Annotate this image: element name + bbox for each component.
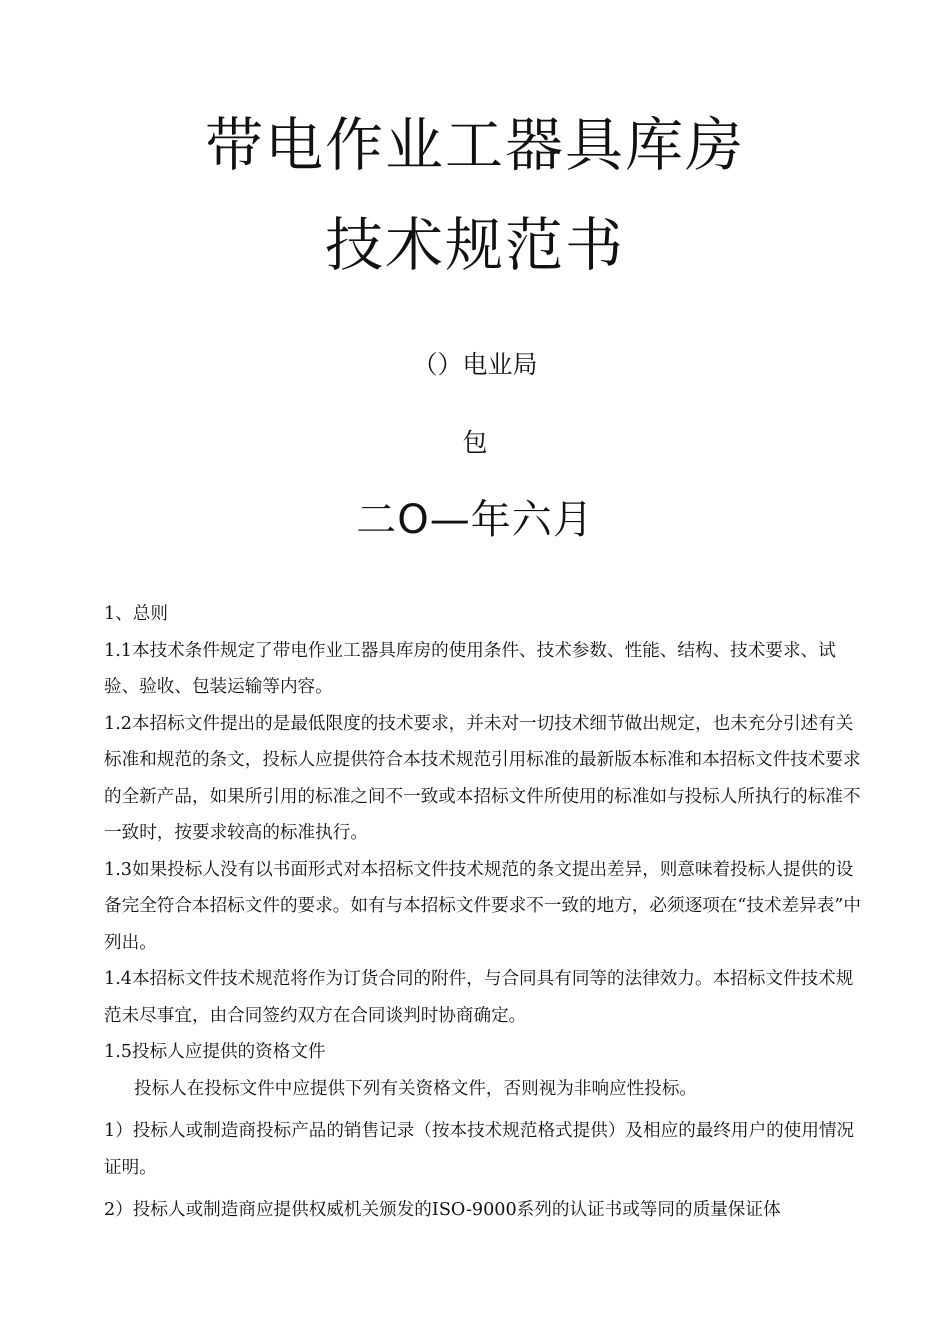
paragraph-1-2: 1.2本招标文件提出的是最低限度的技术要求，并未对一切技术细节做出规定，也未充分引述有关标准和规范的条文，投标人应提供符合本技术规范引用标准的最新版本标准和本招标文件技术要求的全新产品，如果所引用的标准之间不一致或本招标文件所使用的标准如与投标人所执行的标准不一致时，按要求较高的标准执行。 (104, 713, 861, 843)
bureau-name: （）电业局 (412, 350, 538, 379)
document-body (104, 596, 864, 1229)
paragraph-1-3: 1.3如果投标人没有以书面形式对本招标文件技术规范的条文提出差异，则意味着投标人提供的设备完全符合本招标文件的要求。如有与本招标文件要求不一致的地方，必须逐项在“技术差异表”中列出。 (104, 859, 861, 953)
package-label: 包 (462, 428, 488, 457)
paragraph-1-1: 1.1本技术条件规定了带电作业工器具库房的使用条件、技术参数、性能、结构、技术要求、试验、验收、包装运输等内容。 (104, 640, 836, 697)
list-item-1: 1）投标人或制造商投标产品的销售记录（按本技术规范格式提供）及相应的最终用户的使用情况证明。 (104, 1121, 855, 1178)
paragraph-1-5-intro: 投标人在投标文件中应提供下列有关资格文件，否则视为非响应性投标。 (134, 1078, 698, 1099)
document-title-line1: 带电作业工器具库房 (204, 111, 745, 179)
paragraph-1-5-heading: 1.5投标人应提供的资格文件 (104, 1042, 326, 1062)
document-title-line2: 技术规范书 (324, 211, 625, 279)
document-date: 二O—年六月 (356, 497, 594, 543)
section-heading: 1、总则 (104, 604, 168, 624)
list-item-2: 2）投标人或制造商应提供权威机关颁发的ISO-9000系列的认证书或等同的质量保证体 (104, 1200, 781, 1220)
paragraph-1-4: 1.4本招标文件技术规范将作为订货合同的附件，与合同具有同等的法律效力。本招标文件技术规范未尽事宜，由合同签约双方在合同谈判时协商确定。 (104, 969, 854, 1026)
